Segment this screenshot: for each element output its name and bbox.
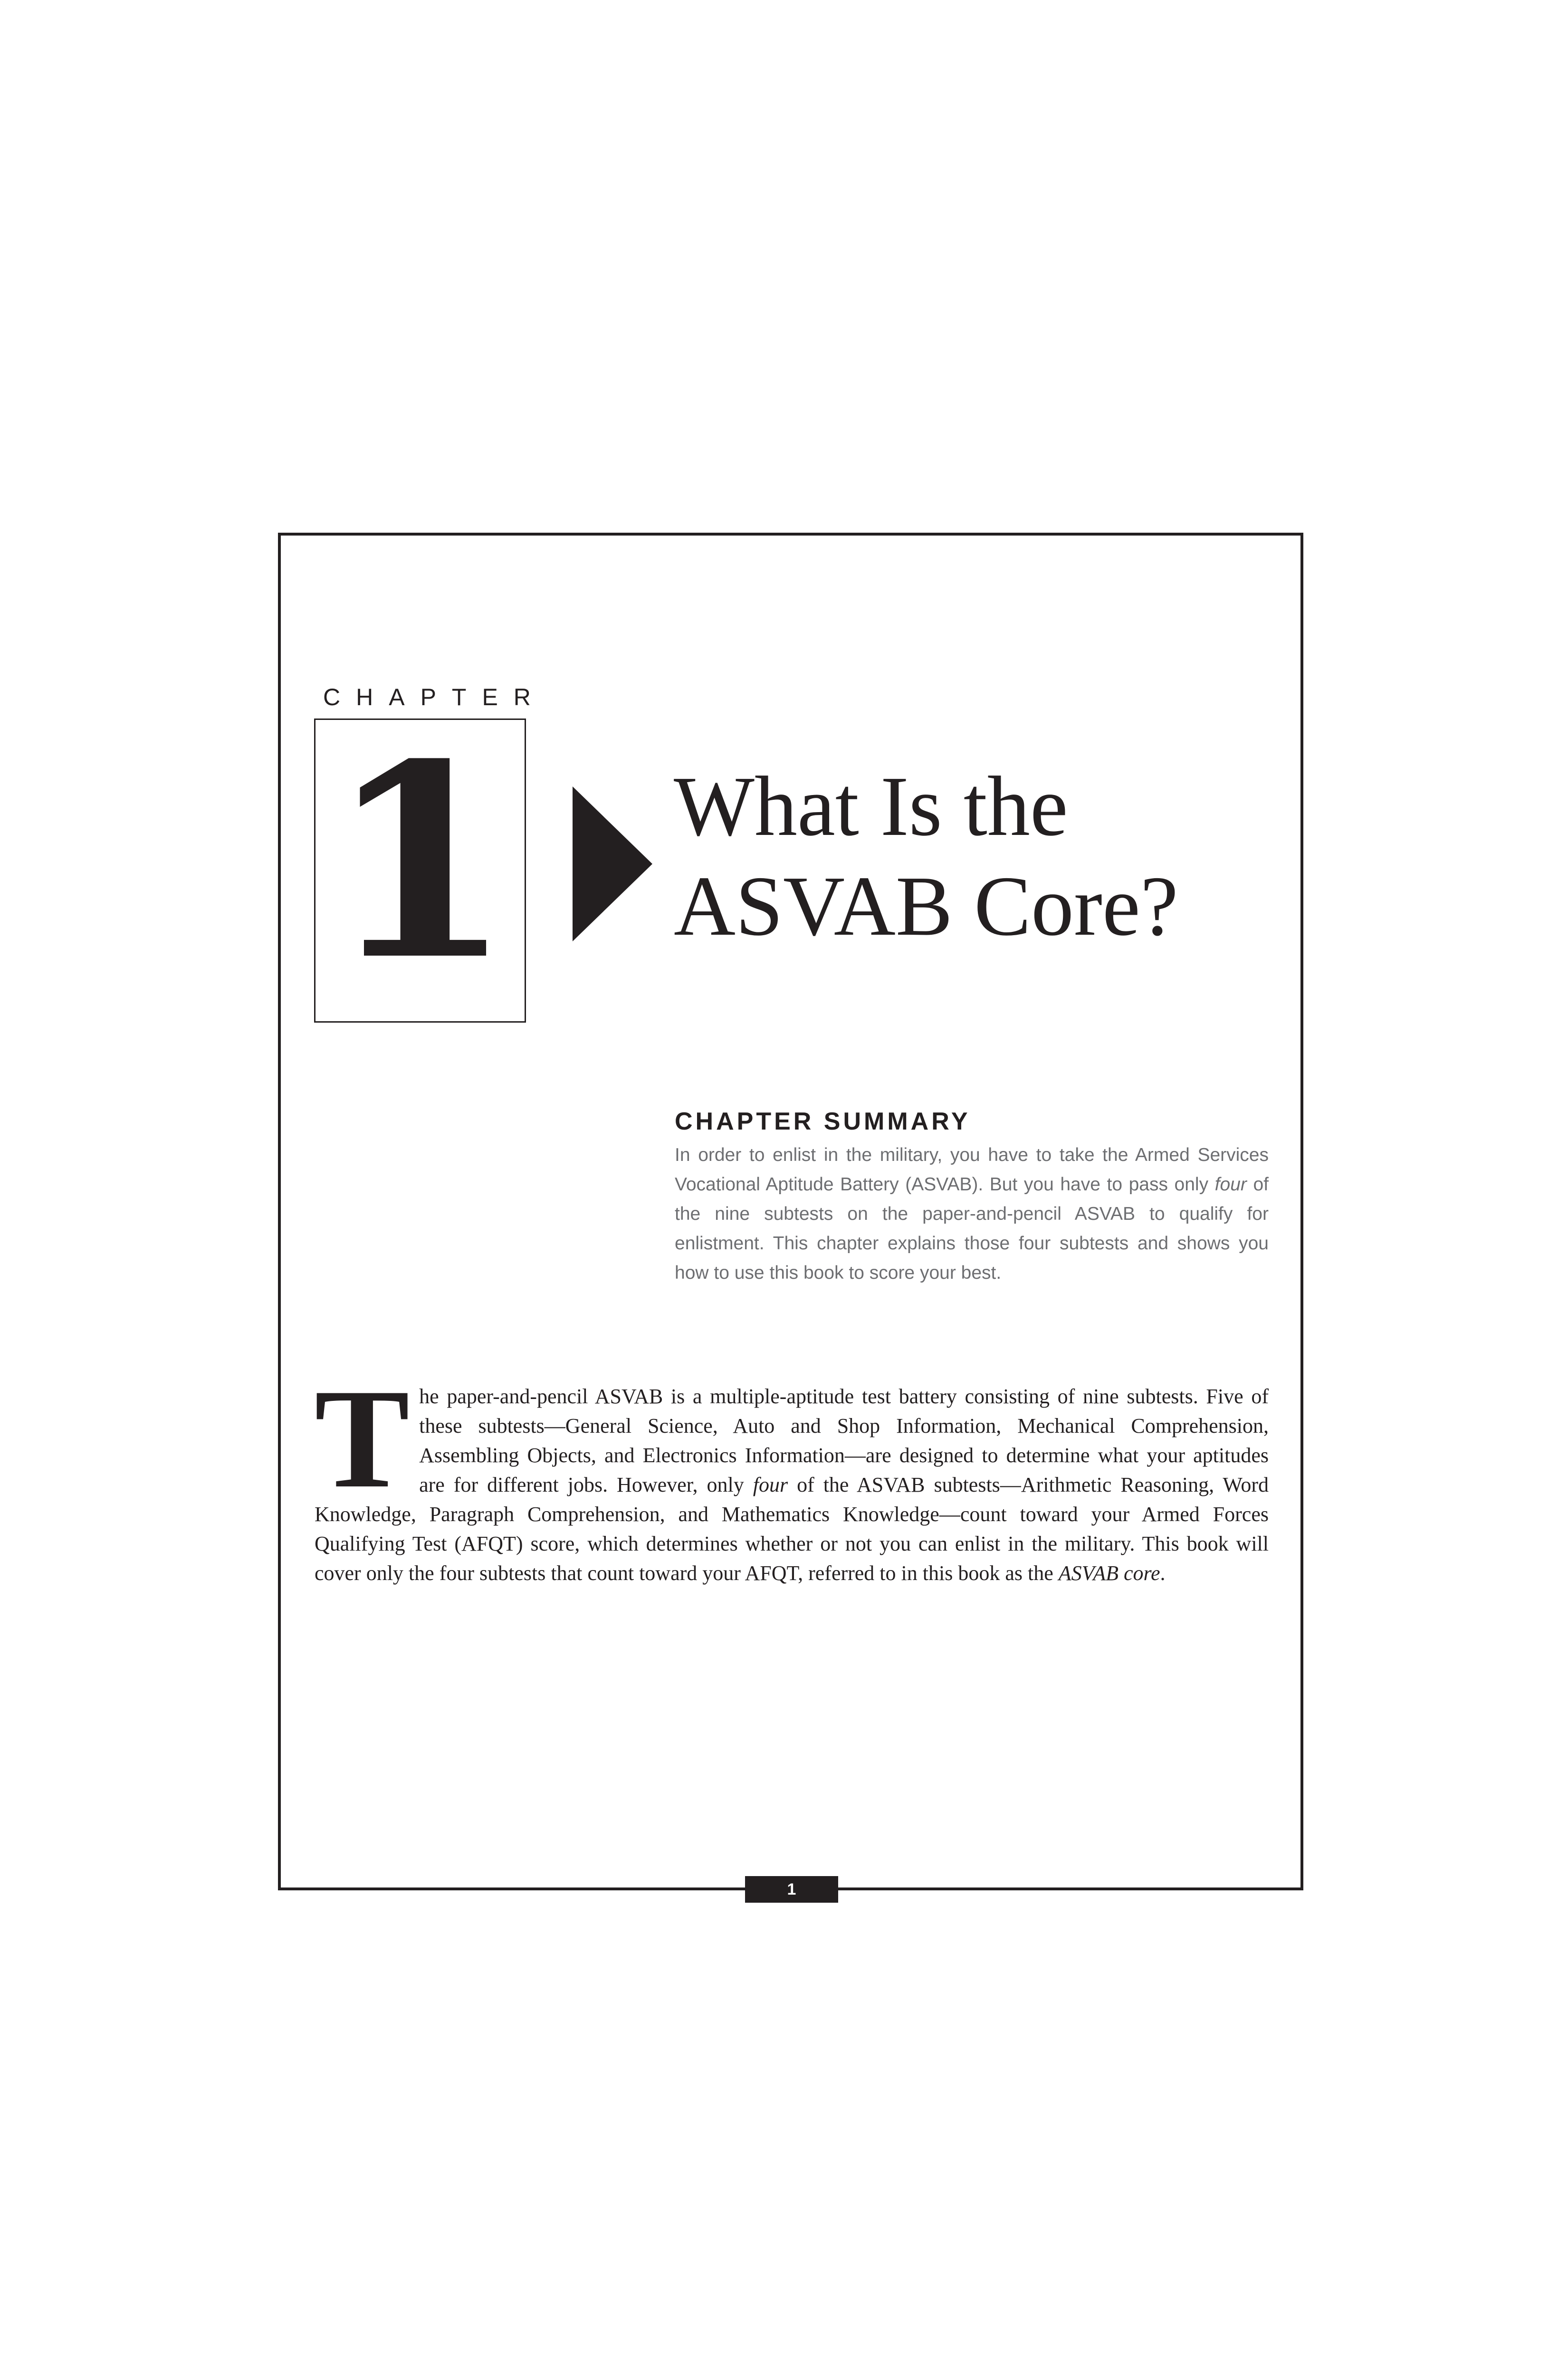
body-text-italic-1: four [753, 1473, 788, 1496]
summary-text-part-1: In order to enlist in the military, you have to take the Armed Services Vocational Aptitude Battery (ASVAB). But you have to pass only [675, 1145, 1269, 1195]
drop-cap: T [315, 1360, 410, 1517]
body-paragraph [315, 1360, 1269, 1588]
chapter-summary-text [675, 1140, 1269, 1288]
triangle-arrow-icon [573, 786, 652, 941]
chapter-title [674, 757, 1291, 956]
chapter-number-box [314, 719, 526, 1023]
chapter-summary-heading: CHAPTER SUMMARY [675, 1108, 971, 1135]
body-text-part-3: . [1160, 1562, 1166, 1585]
body-text-part-2: of the ASVAB subtests—Arithmetic Reasoning, Word Knowledge, Paragraph Comprehension, and Mathematics Knowledge—count toward your Armed Forces Qualifying Test (AFQT) score, which determines whether or not you can enlist in the military. This book will cover only the four subtests that count toward your AFQT, referred to in this book as the [315, 1473, 1269, 1585]
chapter-summary [675, 1107, 1269, 1288]
body-text-italic-2: ASVAB core [1058, 1562, 1160, 1585]
summary-text-part-2: of the nine subtests on the paper-and-pencil ASVAB to qualify for enlistment. This chapter explains those four subtests and shows you how to use this book to score your best. [675, 1174, 1269, 1283]
chapter-title-line-2: ASVAB Core? [674, 859, 1178, 953]
chapter-label: CHAPTER [323, 684, 546, 710]
chapter-number: 1 [327, 719, 513, 1019]
page-number: 1 [745, 1876, 838, 1903]
chapter-title-line-1: What Is the [674, 759, 1068, 853]
summary-text-italic: four [1214, 1174, 1247, 1195]
body-text-part-1: he paper-and-pencil ASVAB is a multiple-aptitude test battery consisting of nine subtests. Five of these subtests—General Science, Auto and Shop Information, Mechanical Comprehension, Assembling Objects, and Electronics Information—are designed to determine what your aptitudes are for different jobs. However, only [419, 1385, 1269, 1496]
